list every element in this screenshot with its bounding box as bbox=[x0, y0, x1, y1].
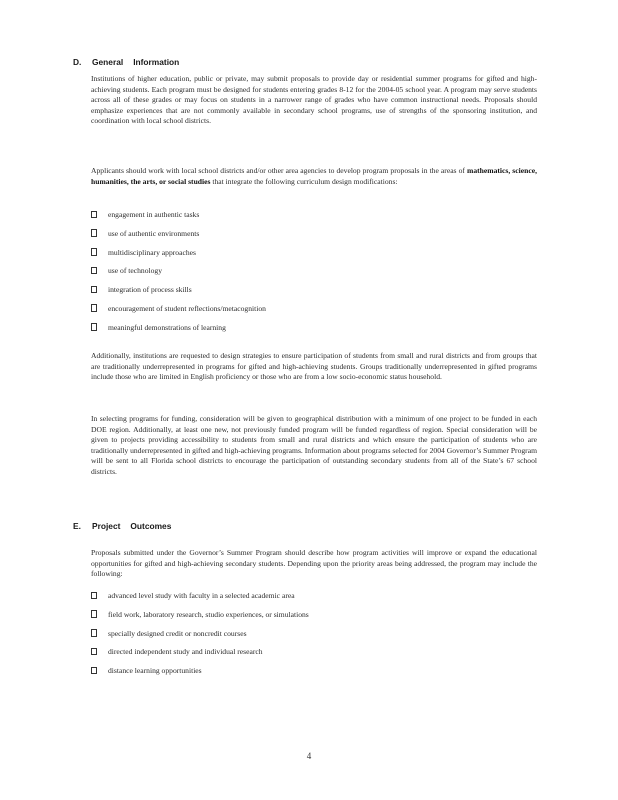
section-e-title-word2: Outcomes bbox=[130, 521, 172, 531]
list-item bbox=[91, 304, 266, 323]
section-d-paragraph-1: Institutions of higher education, public or private, may submit proposals to provide day or residential summer programs for gifted and high-achieving students. Each program must be designed for students entering grades 8-12 for the 2004-05 school year. A program may serve students across all of these grades or may focus on students in a narrower range of grades who have common instructional needs. Proposals should emphasize experiences that are not commonly available in secondary school programs, use of strengths of the sponsoring institution, and coordination with local school districts. bbox=[91, 74, 537, 125]
list-item-text: integration of process skills bbox=[108, 285, 192, 295]
list-item bbox=[91, 229, 266, 248]
bullet-box-icon bbox=[91, 267, 97, 275]
bullet-box-icon bbox=[91, 629, 97, 637]
bullet-box-icon bbox=[91, 286, 97, 294]
bullet-box-icon bbox=[91, 610, 97, 618]
list-item-text: meaningful demonstrations of learning bbox=[108, 322, 226, 332]
bullet-box-icon bbox=[91, 323, 97, 331]
list-item-text: encouragement of student reflections/metacognition bbox=[108, 303, 266, 313]
section-d-paragraph-3: Additionally, institutions are requested to design strategies to ensure participation of students from small and rural districts and from groups that are traditionally underrepresented in programs for gifted and high-achieving students. Groups traditionally underrepresented in gifted programs include those who are limited in English proficiency or those who are from a low socio-economic status household. bbox=[91, 351, 537, 381]
list-item-text: use of technology bbox=[108, 266, 162, 276]
bullet-box-icon bbox=[91, 211, 97, 219]
bullet-box-icon bbox=[91, 648, 97, 656]
list-item bbox=[91, 647, 309, 666]
curriculum-modifications-list bbox=[91, 210, 266, 342]
list-item bbox=[91, 591, 309, 610]
list-item-text: engagement in authentic tasks bbox=[108, 210, 200, 219]
section-d-heading bbox=[73, 57, 179, 67]
list-item-text: multidisciplinary approaches bbox=[108, 247, 196, 257]
para2-tail: that integrate the following curriculum design modifications: bbox=[212, 176, 398, 186]
section-e-title-word1: Project bbox=[92, 521, 121, 531]
list-item bbox=[91, 285, 266, 304]
para2-subject-areas: mathematics, science, humanities, the arts, or social studies bbox=[91, 166, 537, 186]
list-item bbox=[91, 323, 266, 342]
section-e-letter: E. bbox=[73, 521, 81, 531]
page-number: 4 bbox=[306, 751, 312, 761]
bullet-box-icon bbox=[91, 667, 97, 675]
list-item-text: use of authentic environments bbox=[108, 228, 200, 238]
bullet-box-icon bbox=[91, 229, 97, 237]
list-item-text: specially designed credit or noncredit courses bbox=[108, 628, 247, 638]
list-item bbox=[91, 610, 309, 629]
section-d-title-word1: General bbox=[92, 57, 124, 67]
list-item bbox=[91, 629, 309, 648]
list-item bbox=[91, 248, 266, 267]
bullet-box-icon bbox=[91, 592, 97, 600]
section-d-title-word2: Information bbox=[133, 57, 180, 67]
bullet-box-icon bbox=[91, 304, 97, 312]
list-item-text: field work, laboratory research, studio experiences, or simulations bbox=[108, 609, 309, 619]
list-item-text: advanced level study with faculty in a selected academic area bbox=[108, 591, 295, 600]
section-d-paragraph-4: In selecting programs for funding, consideration will be given to geographical distribution with a minimum of one project to be funded in each DOE region. Additionally, at least one new, not previously funded program will be funded regardless of region. Special consideration will be given to projects providing accessibility to students from small and rural districts and which ensure the participation of students who are traditionally underrepresented in gifted and high-achieving programs. Information about programs selected for 2004 Governor’s Summer Program will be sent to all Florida school districts to encourage the participation of outstanding secondary students from all of the State’s 67 school districts. bbox=[91, 414, 537, 476]
list-item-text: distance learning opportunities bbox=[108, 666, 202, 676]
list-item bbox=[91, 666, 309, 685]
bullet-box-icon bbox=[91, 248, 97, 256]
list-item bbox=[91, 210, 266, 229]
list-item bbox=[91, 266, 266, 285]
section-e-paragraph-1: Proposals submitted under the Governor’s Summer Program should describe how program activities will improve or expand the educational opportunities for gifted and high-achieving secondary students. Depending upon the priority areas being addressed, the program may include the following: bbox=[91, 548, 537, 578]
para2-lead: Applicants should work with local school districts and/or other area agencies to develop program proposals in the areas of bbox=[91, 166, 465, 175]
section-d-paragraph-2 bbox=[91, 166, 537, 187]
section-e-heading bbox=[73, 521, 171, 531]
program-activities-list bbox=[91, 591, 309, 685]
section-d-letter: D. bbox=[73, 57, 82, 67]
list-item-text: directed independent study and individual research bbox=[108, 647, 263, 657]
